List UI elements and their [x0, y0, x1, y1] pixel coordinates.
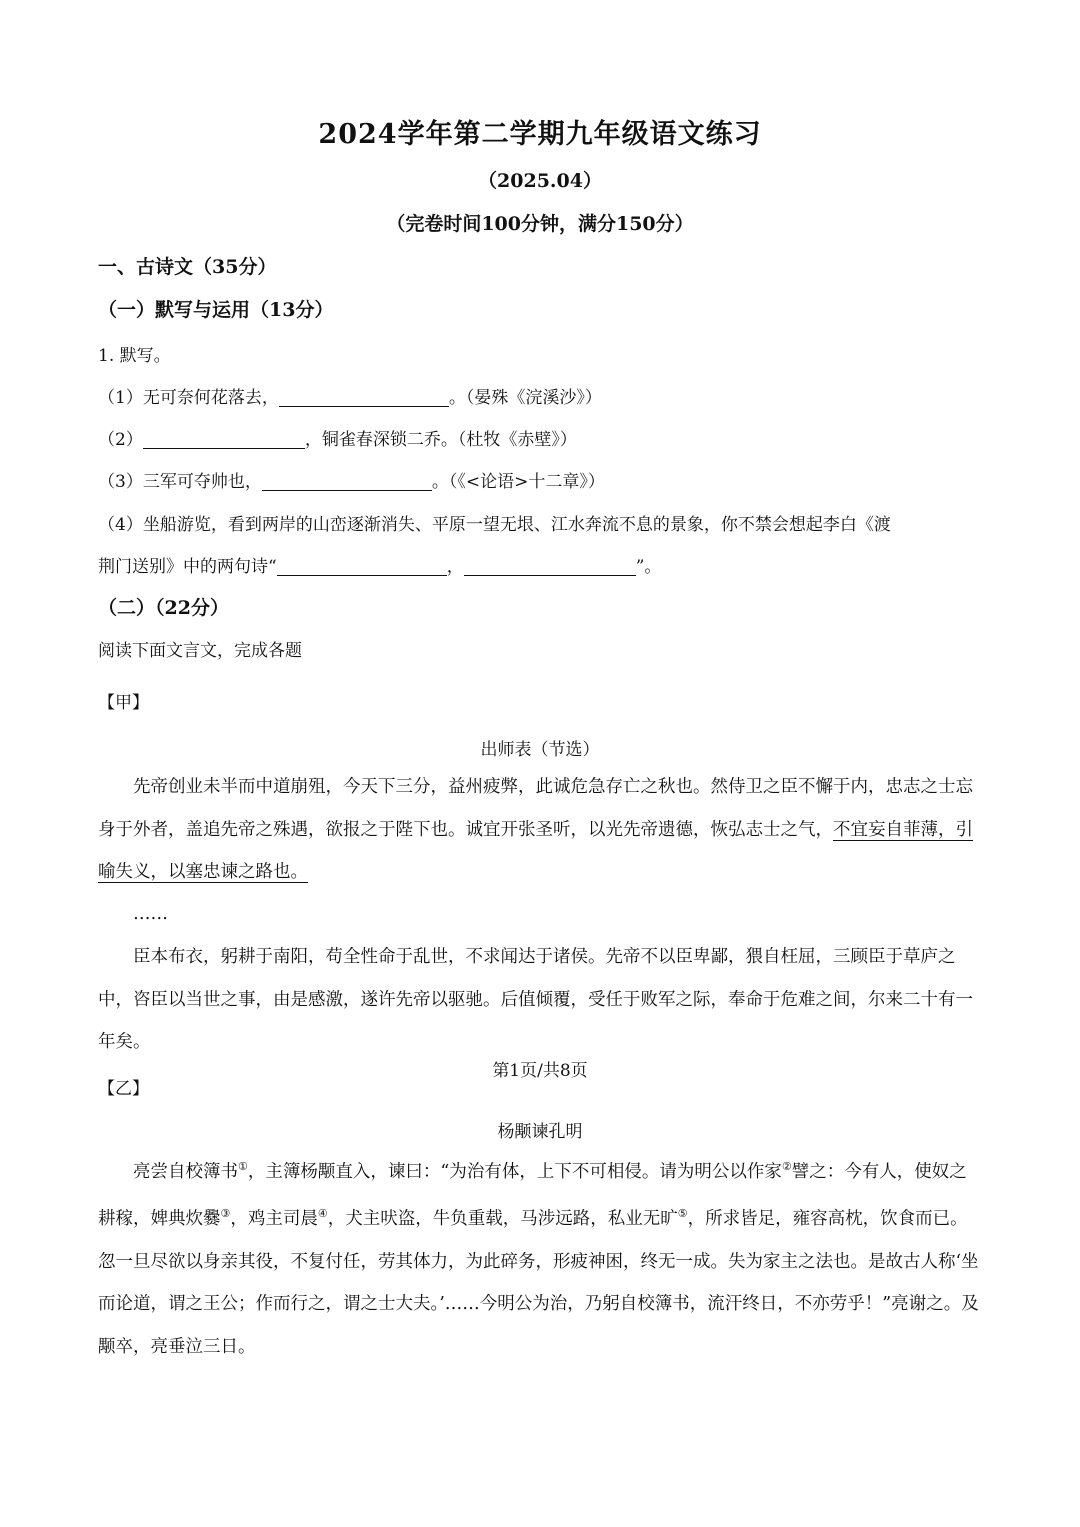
question-1: 1. 默写。	[98, 346, 171, 366]
section-heading: 一、古诗文（35分）	[98, 256, 277, 278]
footnote-marker: ④	[317, 1207, 328, 1221]
question-item-1	[98, 383, 988, 408]
answer-blank[interactable]	[262, 472, 432, 491]
exam-info: （完卷时间100分钟，满分150分）	[386, 213, 694, 235]
underlined-sentence: 不宜妄自菲薄，引喻失义，以塞忠谏之路也。	[98, 819, 973, 882]
item-label: （1）无可奈何花落去，	[98, 388, 279, 408]
part2-heading: （二）（22分）	[98, 597, 229, 619]
question-item-4: （4）坐船游览，看到两岸的山峦逐渐消失、平原一望无垠、江水奔流不息的景象，你不禁会想起李白《渡	[98, 515, 891, 535]
passage-b-paragraph: 亮尝自校簿书①，主簿杨颙直入，谏曰：“为治有体，上下不可相侵。请为明公以作家②譬之：今有人，使奴之耕稼，婢典炊爨③，鸡主司晨④，犬主吠盗，牛负重载，马涉远路，私业无旷⑤，所求皆足，雍容高枕，饮食而已。忽一旦尽欲以身亲其役，不复付任，劳其体力，为此碎务，形疲神困，终无一成。失为家主之法也。是故古人称‘坐而论道，谓之王公；作而行之，谓之士大夫。’……今明公为治，乃躬自校簿书，流汗终日，不亦劳乎！”亮谢之。及颙卒，亮垂泣三日。	[98, 1160, 979, 1357]
part1-heading: （一）默写与运用（13分）	[98, 299, 334, 321]
answer-blank[interactable]	[143, 430, 305, 449]
passage-b-title: 杨颙谏孔明	[497, 1122, 583, 1142]
footnote-marker: ③	[220, 1207, 231, 1221]
passage-a-paragraph-2: 臣本布衣，躬耕于南阳，苟全性命于乱世，不求闻达于诸侯。先帝不以臣卑鄙，猥自枉屈，三顾臣于草庐之中，咨臣以当世之事，由是感激，遂许先帝以驱驰。后值倾覆，受任于败军之际，奉命于危难之间，尔来二十有一年矣。	[98, 947, 973, 1052]
passage-b-tag: 【乙】	[98, 1079, 149, 1099]
question-item-4-cont: 荆门送别》中的两句诗“ ， ”。	[98, 557, 662, 577]
page-number: 第1页/共8页	[492, 1061, 588, 1081]
item-source: 。（《<论语>十二章》）	[431, 472, 605, 492]
part2-instruction: 阅读下面文言文，完成各题	[98, 641, 302, 661]
answer-blank[interactable]	[279, 388, 449, 407]
exam-title: 2024学年第二学期九年级语文练习	[318, 119, 762, 150]
passage-a-paragraph-1: 先帝创业未半而中道崩殂，今天下三分，益州疲弊，此诚危急存亡之秋也。然侍卫之臣不懈于内，忠志之士忘身于外者，盖追先帝之殊遇，欲报之于陛下也。诚宜开张圣听，以光先帝遗德，恢弘志士之气，不宜妄自菲薄，引喻失义，以塞忠谏之路也。	[98, 777, 973, 882]
ellipsis: ……	[133, 904, 168, 924]
passage-a-title: 出师表（节选）	[480, 740, 600, 760]
item-source: ，铜雀春深锁二乔。（杜牧《赤壁》）	[304, 430, 577, 450]
footnote-marker: ⑤	[677, 1207, 688, 1221]
question-item-3	[98, 467, 988, 492]
answer-blank[interactable]	[464, 557, 636, 576]
footnote-marker: ②	[781, 1160, 792, 1173]
passage-a-tag: 【甲】	[98, 693, 149, 713]
answer-blank[interactable]	[277, 557, 447, 576]
exam-date: （2025.04）	[478, 170, 602, 192]
item-label: （2）	[98, 430, 143, 450]
footnote-marker: ①	[238, 1160, 248, 1173]
question-item-2	[98, 425, 988, 450]
item-source: 。（晏殊《浣溪沙》）	[448, 388, 602, 408]
item-label: （3）三军可夺帅也，	[98, 472, 262, 492]
